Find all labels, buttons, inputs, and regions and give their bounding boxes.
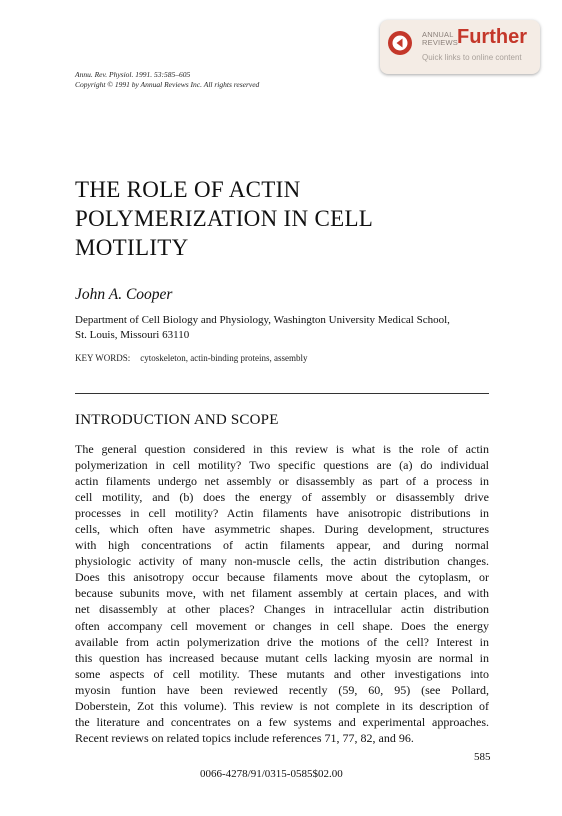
title-line-2: POLYMERIZATION IN CELL: [75, 206, 374, 231]
author-name: John A. Cooper: [75, 286, 173, 303]
annual-reviews-wordmark: [422, 31, 458, 47]
affiliation-line-2: St. Louis, Missouri 63110: [75, 329, 190, 341]
body-line: physiologic activity of many non-muscle cells, the actin distribution changes.: [75, 554, 489, 569]
body-paragraph: [75, 441, 489, 746]
title-line-1: THE ROLE OF ACTIN: [75, 177, 301, 202]
body-line: processes in cell motility? Actin filaments have anisotropic distributions in: [75, 506, 489, 521]
body-line: this question has increased because mutant cells lacking myosin are normal in: [75, 650, 489, 665]
body-line: actin filaments undergo net assembly or disassembly as part of a process in: [75, 474, 489, 489]
citation-line-1: Annu. Rev. Physiol. 1991. 53:585–605: [75, 70, 191, 79]
section-divider: [75, 393, 489, 394]
body-line: cell motility, and (b) does the energy of assembly or disassembly drive: [75, 490, 489, 505]
body-line: Recent reviews on related topics include references 71, 77, 82, and 96.: [75, 730, 414, 745]
body-line: myosin funtion have been reviewed recently (59, 60, 95) (see Pollard,: [75, 682, 489, 697]
key-words: [75, 352, 307, 364]
reviews-label: REVIEWS: [422, 38, 458, 47]
section-heading: INTRODUCTION AND SCOPE: [75, 412, 279, 428]
body-line: available from actin polymerization drive the motions of the cell? Interest in: [75, 634, 489, 649]
body-line: the literature and concentrates on a few systems and experimental approaches.: [75, 714, 489, 729]
body-line: The general question considered in this review is what is the role of actin: [75, 442, 489, 456]
body-line: Doberstein, Zot this volume). This review is not complete in its description of: [75, 698, 489, 713]
banner-tagline: Quick links to online content: [422, 53, 522, 62]
body-line: Does this anisotropy occur because filaments move about the cytoplasm, or: [75, 570, 489, 585]
further-label: Further: [457, 26, 527, 48]
citation-line-2: Copyright © 1991 by Annual Reviews Inc. All rights reserved: [75, 80, 260, 89]
body-line: polymerization in cell motility? Two specific questions are (a) do individual: [75, 458, 489, 473]
annual-reviews-further-banner[interactable]: [380, 20, 540, 74]
body-line: net disassembly at other places? Changes in intracellular actin distribution: [75, 602, 489, 617]
citation-header: [75, 70, 259, 90]
annual-label: ANNUAL: [422, 30, 454, 39]
body-line: because subunits move, with net filament assembly at certain places, and with: [75, 586, 489, 601]
title-line-3: MOTILITY: [75, 235, 189, 260]
body-line: with high concentrations of actin filaments appear, and during normal: [75, 538, 489, 553]
key-words-label: KEY WORDS:: [75, 353, 131, 363]
author-affiliation: [75, 313, 495, 343]
article-title: [75, 175, 373, 262]
body-line: some aspects of cell motility. These mutants and other investigations into: [75, 666, 489, 681]
body-line: cells, which often have asymmetric shapes. During development, structures: [75, 522, 489, 537]
annual-reviews-logo-icon: [387, 30, 413, 56]
footer-price-code: 0066-4278/91/0315-0585$02.00: [200, 768, 343, 780]
affiliation-line-1: Department of Cell Biology and Physiology, Washington University Medical School,: [75, 314, 450, 326]
page-number: 585: [474, 751, 491, 763]
body-line: often accompany cell movement or changes in cell shape. Does the energy: [75, 618, 489, 633]
key-words-values: cytoskeleton, actin-binding proteins, assembly: [140, 353, 308, 363]
